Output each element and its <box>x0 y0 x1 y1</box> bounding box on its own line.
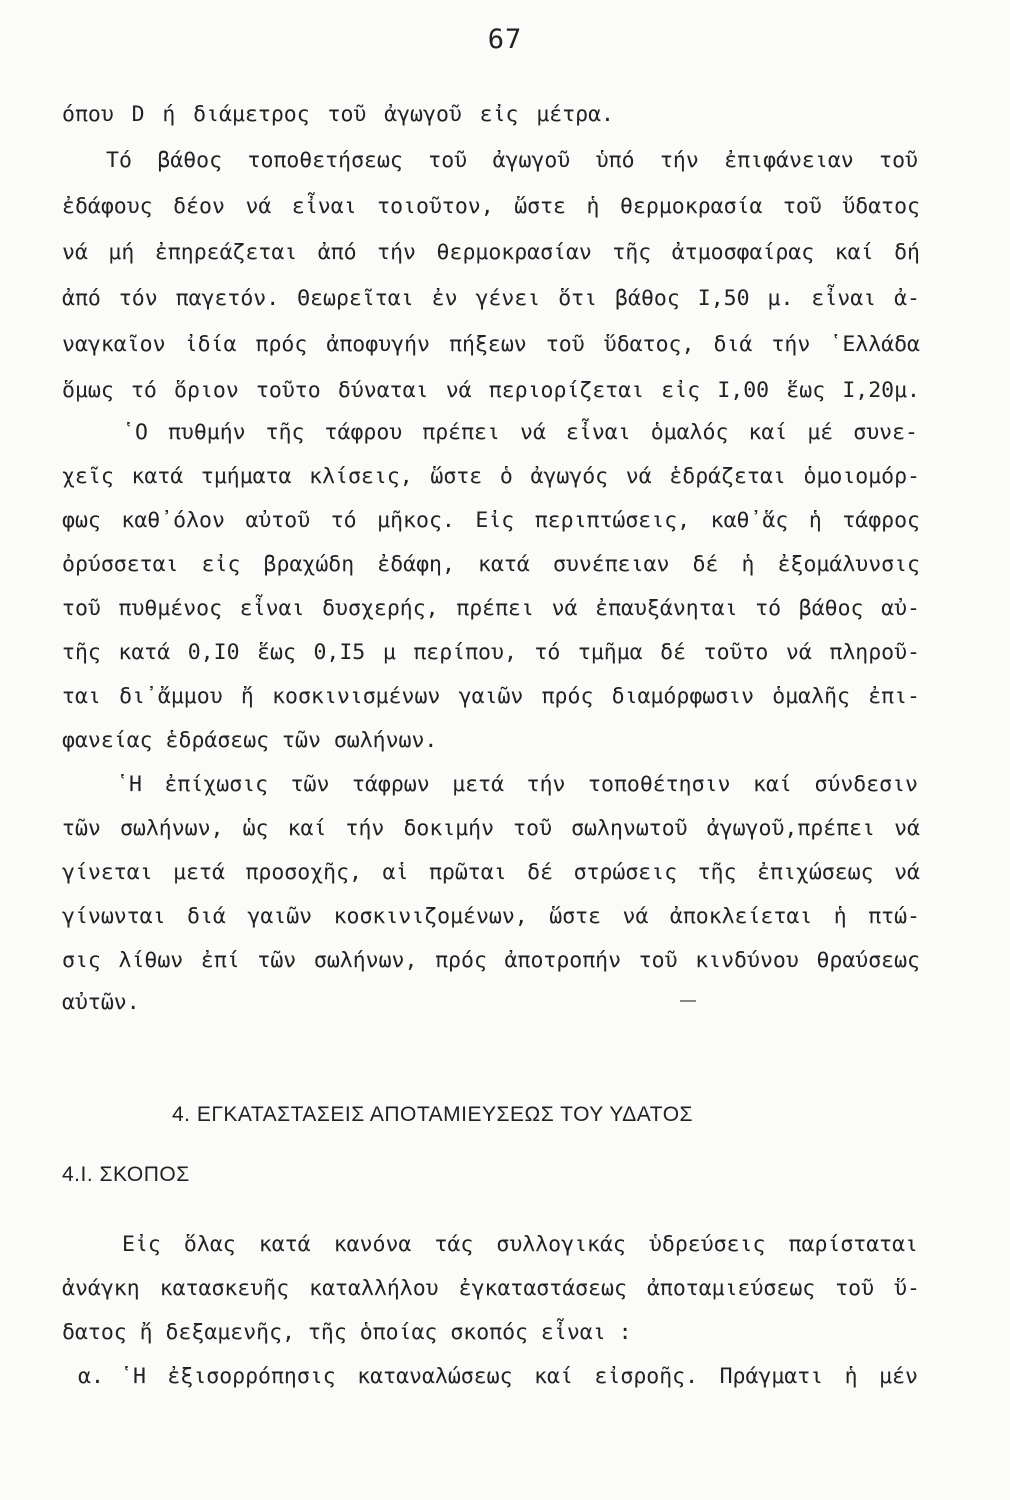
list-item-a-marker: α. <box>78 1364 104 1389</box>
text-line-p2-5: ναγκαῖον ἰδία πρός ἀποφυγήν πήξεων τοῦ ὕδατος, διά τήν ῾Ελλάδα <box>62 332 920 357</box>
text-line-p5-1: Εἰς ὅλας κατά κανόνα τάς συλλογικάς ὑδρεύσεις παρίσταται <box>122 1232 918 1257</box>
text-line-p2-2: ἐδάφους δέον νά εἶναι τοιοῦτον, ὥστε ἡ θερμοκρασία τοῦ ὕδατος <box>62 194 920 219</box>
stray-mark <box>680 1000 696 1002</box>
text-line-p3-1: ῾Ο πυθμήν τῆς τάφρου πρέπει νά εἶναι ὁμαλός καί μέ συνε- <box>122 420 918 445</box>
text-line-p5-3: δατος ἤ δεξαμενῆς, τῆς ὁποίας σκοπός εἶναι : <box>62 1320 632 1345</box>
text-line-p5-2: ἀνάγκη κατασκευῆς καταλλήλου ἐγκαταστάσεως ἀποταμιεύσεως τοῦ ὕ- <box>62 1276 920 1301</box>
text-line-p2-4: ἀπό τόν παγετόν. Θεωρεῖται ἐν γένει ὅτι βάθος Ι,50 μ. εἶναι ἀ- <box>62 286 920 311</box>
text-line-p4-6: αὐτῶν. <box>62 990 140 1015</box>
text-line-p4-2: τῶν σωλήνων, ὡς καί τήν δοκιμήν τοῦ σωληνωτοῦ ἀγωγοῦ,πρέπει νά <box>62 816 920 841</box>
subsection-heading: 4.Ι. ΣΚΟΠΟΣ <box>62 1163 190 1186</box>
text-line-p3-4: ὀρύσσεται εἰς βραχώδη ἐδάφη, κατά συνέπειαν δέ ἡ ἐξομάλυνσις <box>62 552 920 577</box>
text-line-p3-5: τοῦ πυθμένος εἶναι δυσχερής, πρέπει νά ἐπαυξάνηται τό βάθος αὐ- <box>62 596 920 621</box>
text-line-p2-3: νά μή ἐπηρεάζεται ἀπό τήν θερμοκρασίαν τῆς ἀτμοσφαίρας καί δή <box>62 240 920 265</box>
text-line-p3-2: χεῖς κατά τμήματα κλίσεις, ὥστε ὁ ἀγωγός νά ἑδράζεται ὁμοιομόρ- <box>62 464 920 489</box>
text-line-p4-4: γίνωνται διά γαιῶν κοσκινιζομένων, ὥστε νά ἀποκλείεται ἡ πτώ- <box>62 904 920 929</box>
text-line-p3-3: φως καθ᾿όλον αὐτοῦ τό μῆκος. Εἰς περιπτώσεις, καθ᾿ἅς ἡ τάφρος <box>62 508 920 533</box>
section-heading: 4. ΕΓΚΑΤΑΣΤΑΣΕΙΣ ΑΠΟΤΑΜΙΕΥΣΕΩΣ ΤΟΥ ΥΔΑΤΟΣ <box>172 1103 694 1126</box>
page-number: 67 <box>487 24 523 55</box>
text-line-p4-5: σις λίθων ἐπί τῶν σωλήνων, πρός ἀποτροπήν τοῦ κινδύνου θραύσεως <box>62 948 920 973</box>
text-line-p3-8: φανείας ἑδράσεως τῶν σωλήνων. <box>62 728 438 753</box>
text-line-p2-6: ὅμως τό ὅριον τοῦτο δύναται νά περιορίζεται εἰς Ι,00 ἕως Ι,20μ. <box>62 378 920 403</box>
text-line-p2-1: Τό βάθος τοποθετήσεως τοῦ ἀγωγοῦ ὑπό τήν ἐπιφάνειαν τοῦ <box>106 148 918 173</box>
text-line-p1-1: όπου D ή διάμετρος τοῦ ἀγωγοῦ εἰς μέτρα. <box>62 102 614 127</box>
text-line-p4-3: γίνεται μετά προσοχῆς, αἱ πρῶται δέ στρώσεις τῆς ἐπιχώσεως νά <box>62 860 920 885</box>
list-item-a-text: ῾Η ἐξισορρόπησις καταναλώσεως καί εἰσροῆς. Πράγματι ἡ μέν <box>120 1364 918 1389</box>
text-line-p3-6: τῆς κατά 0,Ι0 ἕως 0,Ι5 μ περίπου, τό τμῆμα δέ τοῦτο νά πληροῦ- <box>62 640 920 665</box>
text-line-p3-7: ται δι᾿ἄμμου ἤ κοσκινισμένων γαιῶν πρός διαμόρφωσιν ὁμαλῆς ἐπι- <box>62 684 920 709</box>
text-line-p4-1: ῾Η ἐπίχωσις τῶν τάφρων μετά τήν τοποθέτησιν καί σύνδεσιν <box>116 772 918 797</box>
